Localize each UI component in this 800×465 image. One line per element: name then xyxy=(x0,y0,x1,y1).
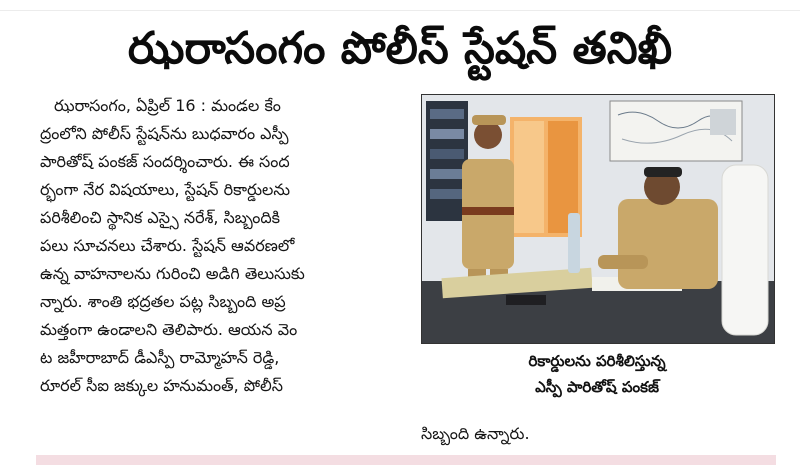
article-line: మత్తంగా ఉండాలని తెలిపారు. ఆయన వెం xyxy=(40,320,298,339)
article-line: ఝరాసంగం, ఏప్రిల్ 16 : మండల కేం xyxy=(54,96,281,115)
article-line: పరిశీలించి స్థానిక ఎస్సై నరేశ్, సిబ్బందికి xyxy=(40,208,281,227)
article-line: ర్భంగా నేర విషయాలు, స్టేషన్ రికార్డులను xyxy=(40,180,291,199)
article-line: రూరల్ సీఐ జక్కుల హనుమంత్, పోలీస్ xyxy=(40,376,284,395)
bottom-color-band xyxy=(36,455,776,465)
article-line: ట జహీరాబాద్ డీఎస్పీ రామ్మోహన్ రెడ్డి, xyxy=(40,348,280,367)
article-continuation: సిబ్బంది ఉన్నారు. xyxy=(421,424,530,443)
photo-chair xyxy=(722,165,768,335)
news-photo xyxy=(421,94,775,344)
photo-seated-officer xyxy=(618,199,718,289)
article-body xyxy=(40,92,390,442)
article-line: ద్రంలోని పోలీస్ స్టేషన్‌ను బుధవారం ఎస్పీ xyxy=(40,124,289,143)
article-line: ఉన్న వాహనాలను గురించి అడిగి తెలుసుకు xyxy=(40,264,305,283)
article-line: పలు సూచనలు చేశారు. స్టేషన్ ఆవరణలో xyxy=(40,236,295,255)
caption-line: ఎస్పీ పారితోష్ పంకజ్ xyxy=(535,378,659,396)
caption-line: రికార్డులను పరిశీలిస్తున్న xyxy=(528,352,666,370)
photo-caption xyxy=(421,348,773,400)
clipped-previous-article xyxy=(0,0,800,11)
article-line: పారితోష్ పంకజ్ సందర్శించారు. ఈ సంద xyxy=(40,152,290,171)
headline: ఝరాసంగం పోలీస్ స్టేషన్ తనిఖీ xyxy=(127,23,673,74)
article-line: న్నారు. శాంతి భద్రతల పట్ల సిబ్బంది అప్ర xyxy=(40,292,286,311)
